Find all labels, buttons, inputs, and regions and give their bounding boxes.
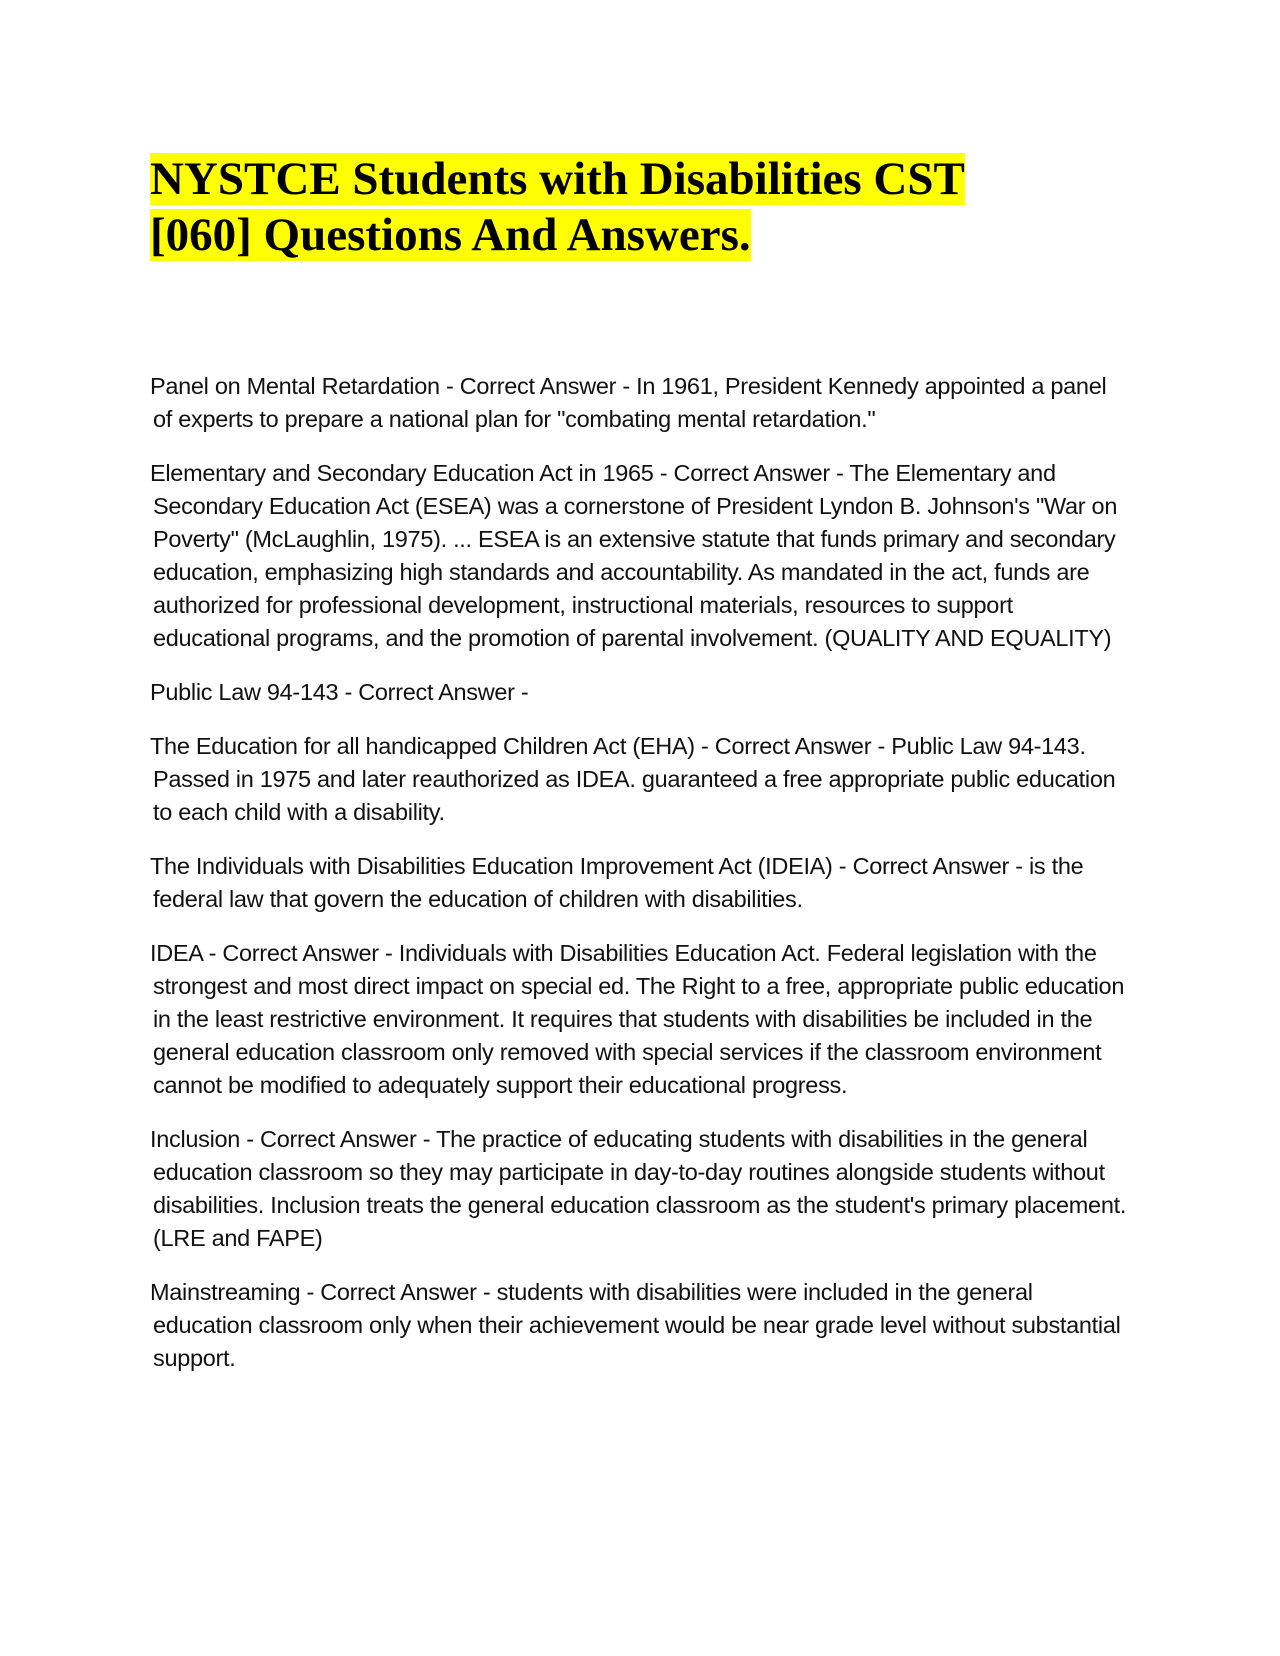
qa-entry-eha: The Education for all handicapped Children Act (EHA) - Correct Answer - Public Law 94-143. Passed in 1975 and later reauthorized as IDEA. guaranteed a free appropriate public education to each child with a disability. [150, 733, 1116, 825]
qa-entry-inclusion: Inclusion - Correct Answer - The practice of educating students with disabilities in the general education classroom so they may participate in day-to-day routines alongside students without disabilities. Inclusion treats the general education classroom as the student's primary placement. (LRE and FAPE) [150, 1126, 1127, 1251]
qa-entry-public-law-94-143: Public Law 94-143 - Correct Answer - [150, 679, 529, 705]
qa-entry-ideia: The Individuals with Disabilities Education Improvement Act (IDEIA) - Correct Answer - is the federal law that govern the education of children with disabilities. [150, 853, 1084, 912]
qa-entry-mainstreaming: Mainstreaming - Correct Answer - students with disabilities were included in the general education classroom only when their achievement would be near grade level without substantial support. [150, 1279, 1121, 1371]
document-title [150, 151, 1030, 263]
qa-list [150, 370, 1130, 1396]
qa-entry-idea: IDEA - Correct Answer - Individuals with Disabilities Education Act. Federal legislation with the strongest and most direct impact on special ed. The Right to a free, appropriate public education in the least restrictive environment. It requires that students with disabilities be included in the general education classroom only removed with special services if the classroom environment cannot be modified to adequately support their educational progress. [150, 940, 1125, 1098]
qa-entry-panel-on-mental-retardation: Panel on Mental Retardation - Correct Answer - In 1961, President Kennedy appointed a panel of experts to prepare a national plan for "combating mental retardation." [150, 373, 1107, 432]
document-title-text: NYSTCE Students with Disabilities CST [060] Questions And Answers. [150, 153, 965, 261]
qa-entry-esea-1965: Elementary and Secondary Education Act in 1965 - Correct Answer - The Elementary and Secondary Education Act (ESEA) was a cornerstone of President Lyndon B. Johnson's "War on Poverty" (McLaughlin, 1975). ... ESEA is an extensive statute that funds primary and secondary education, emphasizing high standards and accountability. As mandated in the act, funds are authorized for professional development, instructional materials, resources to support educational programs, and the promotion of parental involvement. (QUALITY AND EQUALITY) [150, 460, 1118, 651]
